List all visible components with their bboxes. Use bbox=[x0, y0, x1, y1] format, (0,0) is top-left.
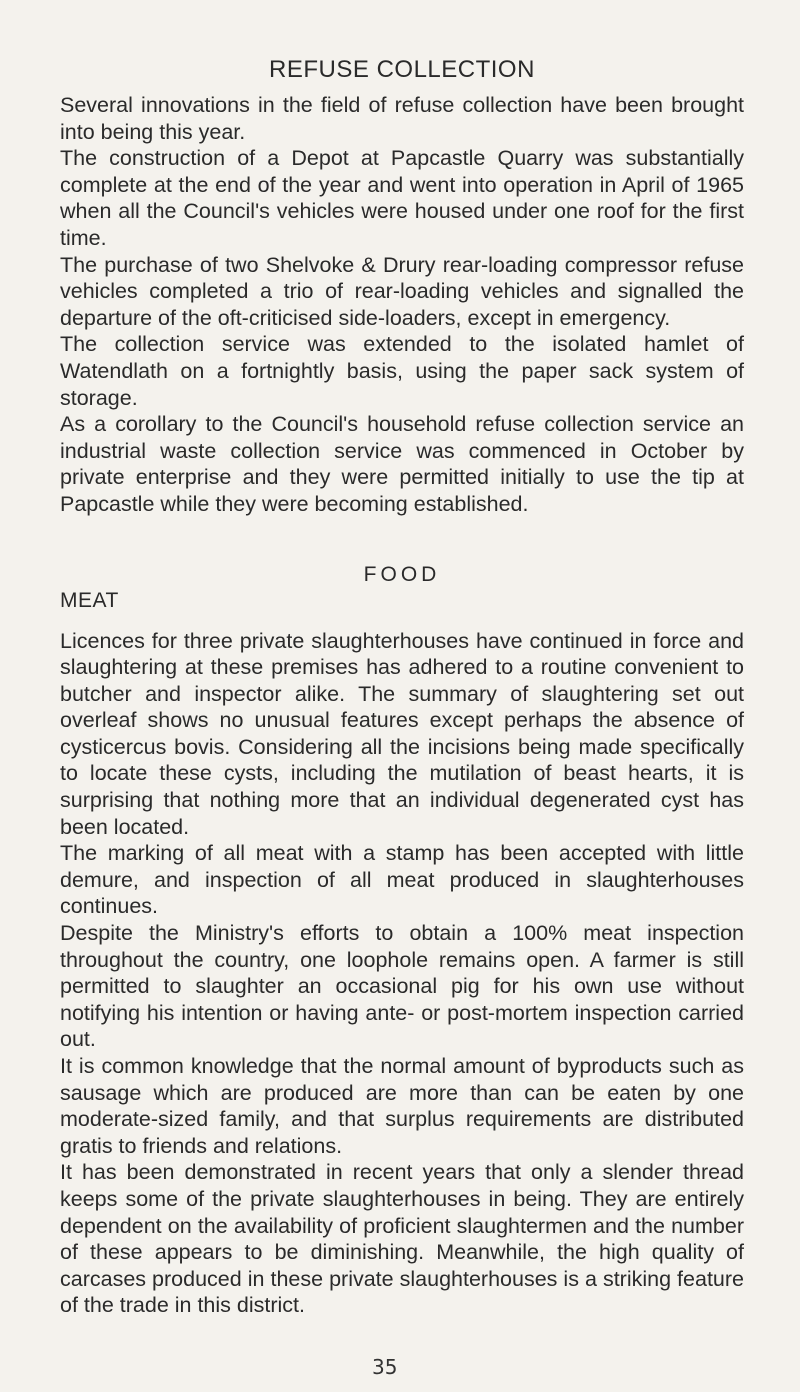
paragraph: The construction of a Depot at Papcastle Quarry was substantially complete at the end of the year and went into operation in April of 1965 when all the Council's vehicles were housed under one roof for the first time. bbox=[60, 146, 744, 250]
paragraph: It has been demonstrated in recent years that only a slender thread keeps some of the private slaughterhouses in being. They are entirely dependent on the availability of proficient slaughtermen and the number of these appears to be diminishing. Meanwhile, the high quality of carcases produced in these private slaughterhouses is a striking feature of the trade in this district. bbox=[60, 1160, 744, 1318]
subheading-meat: MEAT bbox=[60, 588, 119, 612]
paragraph: The purchase of two Shelvoke & Drury rear-loading compressor refuse vehicles completed a trio of rear-loading vehicles and signalled the departure of the oft-criticised side-loaders, except in emergency. bbox=[60, 252, 744, 330]
paragraph: Despite the Ministry's efforts to obtain a 100% meat inspection throughout the country, one loophole remains open. A farmer is still permitted to slaughter an occasional pig for his own use without notifying his intention or having ante- or post-mortem inspection carried out. bbox=[60, 921, 744, 1052]
paragraph: The collection service was extended to the isolated hamlet of Watendlath on a fortnightly basis, using the paper sack system of storage. bbox=[60, 332, 744, 410]
section-heading-food: FOOD bbox=[363, 562, 441, 586]
paragraph: Licences for three private slaughterhouses have continued in force and slaughtering at these premises has adhered to a routine convenient to butcher and inspector alike. The summary of slaughtering set out overleaf shows no unusual features except perhaps the absence of cysticercus bovis. Considering all the incisions being made specifically to locate these cysts, including the mutilation of beast hearts, it is surprising that nothing more that an individual degenerated cyst has been located. bbox=[60, 628, 744, 839]
section-heading-refuse-collection: REFUSE COLLECTION bbox=[269, 56, 535, 83]
page-number: 35 bbox=[372, 1355, 398, 1379]
paragraph: It is common knowledge that the normal amount of byproducts such as sausage which are produced are more than can be eaten by one moderate-sized family, and that surplus requirements are distributed gratis to friends and relations. bbox=[60, 1054, 744, 1158]
paragraph: Several innovations in the field of refuse collection have been brought into being this year. bbox=[60, 93, 744, 144]
paragraph: As a corollary to the Council's household refuse collection service an industrial waste collection service was commenced in October by private enterprise and they were permitted initially to use the tip at Papcastle while they were becoming established. bbox=[60, 412, 744, 516]
paragraph: The marking of all meat with a stamp has been accepted with little demure, and inspection of all meat produced in slaughterhouses continues. bbox=[60, 841, 744, 919]
